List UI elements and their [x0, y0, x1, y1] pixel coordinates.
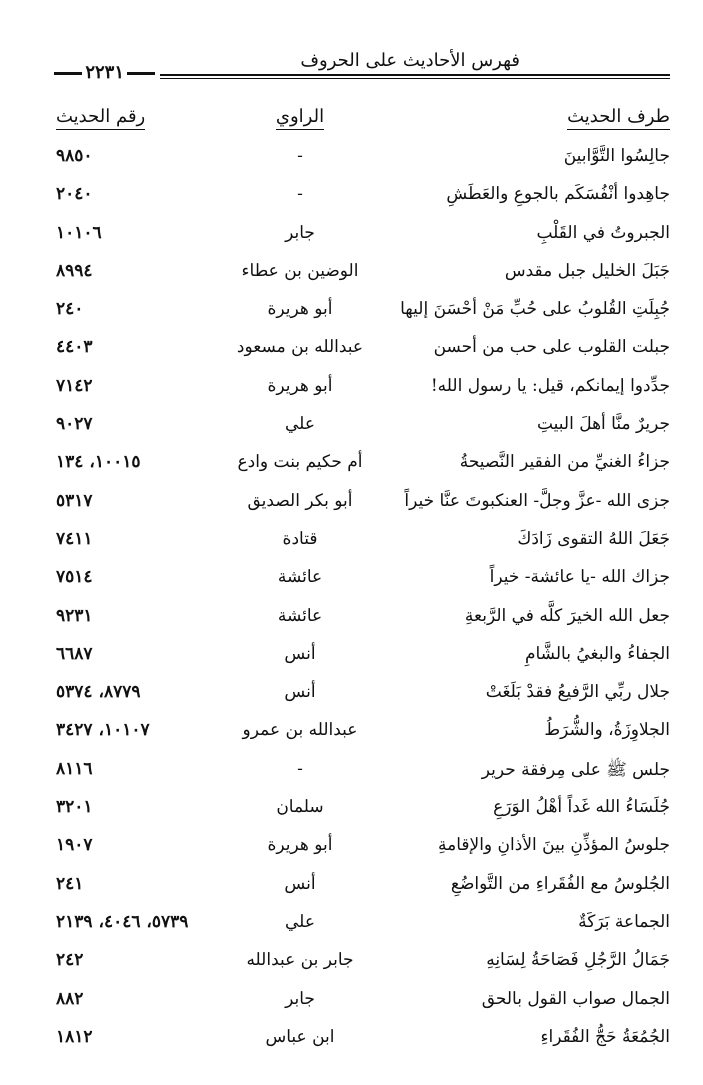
narrator-name: عائشة [277, 567, 323, 588]
hadith-text: الجمال صواب القول بالحق [481, 988, 670, 1009]
narrator-name: أنس [284, 682, 316, 703]
hadith-number: ٢٤٠ [56, 299, 84, 320]
hadith-text: جبلت القلوب على حب من أحسن [433, 337, 670, 358]
hadith-text: الجفاءُ والبغيُ بالشَّامِ [524, 643, 670, 664]
hadith-number: ١٨١٢ [56, 1026, 93, 1047]
hadith-text: جدِّدوا إيمانكم، قيل: يا رسول الله! [430, 375, 670, 396]
table-row [50, 408, 670, 446]
hadith-number: ٤٤٠٣ [56, 337, 93, 358]
hadith-number: ٧٥١٤ [56, 567, 93, 588]
narrator-name: أم حكيم بنت وادع [237, 452, 363, 473]
table-row [50, 1021, 670, 1059]
table-row [50, 561, 670, 599]
hadith-number: ٨٨٢ [56, 988, 84, 1009]
hadith-text: الجلاوِزَةُ، والشُّرَطُ [544, 720, 670, 741]
column-header-hadith: طرف الحديث [567, 106, 670, 130]
page-number-text: ٢٢٣١ [85, 62, 124, 83]
narrator-name: قتادة [282, 528, 318, 549]
hadith-text: الجُلوسُ مع الفُقَراءِ من التَّواضُعِ [450, 873, 670, 894]
table-row [50, 868, 670, 906]
page-header [50, 46, 670, 86]
page-number [50, 62, 158, 83]
hadith-text: جريرٌ منَّا أهلَ البيتِ [536, 414, 670, 435]
table-row [50, 906, 670, 944]
table-row [50, 944, 670, 982]
hadith-text: جلال ربِّي الرَّفيعُ فقدْ بَلَغَتْ [485, 682, 670, 703]
header-rule [160, 74, 670, 76]
table-row [50, 676, 670, 714]
hadith-text: جزى الله -عزَّ وجلَّ- العنكبوتَ عنَّا خيراً [404, 490, 670, 511]
column-header-number: رقم الحديث [56, 106, 145, 130]
table-row [50, 293, 670, 331]
hadith-text: جُلَسَاءُ الله غَداً أهْلُ الوَرَعِ [493, 797, 670, 818]
narrator-name: عائشة [277, 605, 323, 626]
table-row [50, 600, 670, 638]
table-row [50, 446, 670, 484]
hadith-text: جُبِلَتِ القُلوبُ على حُبِّ مَنْ أحْسَنَ إليها [400, 299, 670, 320]
narrator-name: أبو هريرة [267, 299, 333, 320]
hadith-number: ١٩٠٧ [56, 835, 93, 856]
narrator-name: عبدالله بن مسعود [236, 337, 364, 358]
narrator-name: علي [285, 911, 315, 932]
hadith-number: ٥٧٣٩، ٤٠٤٦، ٢١٣٩ [56, 911, 189, 932]
hadith-number: ٩٠٢٧ [56, 414, 93, 435]
hadith-text: جَبَلَ الخليل جبل مقدس [504, 260, 670, 281]
hadith-number: ٦٦٨٧ [56, 643, 93, 664]
hadith-text: جزاك الله -يا عائشة- خيراً [489, 567, 670, 588]
hadith-number: ١٠٠١٥، ١٣٤ [56, 452, 141, 473]
table-row [50, 829, 670, 867]
hadith-number: ٢٤٢ [56, 950, 84, 971]
table-row [50, 791, 670, 829]
hadith-number: ١٠١٠٦ [56, 222, 102, 243]
column-header-narrator-label: الراوي [276, 106, 324, 130]
hadith-number: ٨١١٦ [56, 758, 93, 779]
table-row [50, 331, 670, 369]
narrator-name: الوضين بن عطاء [241, 260, 359, 281]
table-row [50, 523, 670, 561]
hadith-number: ٩٢٣١ [56, 605, 93, 626]
hadith-text: جاهِدوا أنْفُسَكَم بالجوعِ والعَطَشِ [446, 184, 670, 205]
narrator-name: سلمان [276, 797, 324, 818]
hadith-number: ٥٣١٧ [56, 490, 93, 511]
hadith-text: جلوسُ المؤذِّنِ بينَ الأذانِ والإقامةِ [437, 835, 670, 856]
narrator-name: علي [285, 414, 315, 435]
hadith-number: ٧٤١١ [56, 528, 93, 549]
hadith-text: جعل الله الخيرَ كلَّه في الرَّبعةِ [464, 605, 670, 626]
hadith-number: ٩٨٥٠ [56, 146, 93, 166]
table-row [50, 485, 670, 523]
hadith-text: جزاءُ الغنيِّ من الفقير النَّصيحةُ [459, 452, 670, 473]
hadith-text: جَعَلَ اللهُ التقوى زَادَكَ [517, 528, 670, 549]
narrator-name: أبو بكر الصديق [247, 490, 353, 511]
table-row [50, 370, 670, 408]
narrator-name: ابن عباس [265, 1026, 335, 1047]
hadith-text: الجماعة بَرَكَةٌ [578, 911, 670, 932]
hadith-number: ٢٤١ [56, 873, 84, 894]
narrator-name: جابر [285, 988, 315, 1009]
hadith-text: جَمَالُ الرَّجُلِ فَصَاحَةُ لِسَانِهِ [486, 950, 670, 971]
narrator-name: - [297, 146, 303, 166]
running-title: فهرس الأحاديث على الحروف [300, 50, 520, 71]
table-row [50, 217, 670, 255]
hadith-text: جالِسُوا التَّوَّابينَ [563, 146, 670, 166]
hadith-index-table [50, 140, 670, 1059]
narrator-name: جابر بن عبدالله [246, 950, 354, 971]
table-row [50, 983, 670, 1021]
hadith-number: ٨٩٩٤ [56, 260, 93, 281]
table-row [50, 753, 670, 791]
table-row [50, 714, 670, 752]
narrator-name: أبو هريرة [267, 375, 333, 396]
hadith-number: ٨٧٧٩، ٥٣٧٤ [56, 682, 141, 703]
table-row [50, 140, 670, 178]
column-header-narrator [245, 106, 355, 129]
hadith-number: ٢٠٤٠ [56, 184, 93, 205]
table-row [50, 638, 670, 676]
narrator-name: - [297, 758, 303, 779]
column-headers [50, 100, 670, 136]
hadith-number: ٣٢٠١ [56, 797, 93, 818]
narrator-name: أبو هريرة [267, 835, 333, 856]
narrator-name: أنس [284, 873, 316, 894]
narrator-name: جابر [285, 222, 315, 243]
table-row [50, 255, 670, 293]
table-row [50, 178, 670, 216]
hadith-text: جلس ﷺ على مِرفقة حرير [481, 759, 670, 780]
hadith-text: الجبروتُ في القَلْبِ [536, 222, 670, 243]
hadith-number: ١٠١٠٧، ٣٤٢٧ [56, 720, 150, 741]
narrator-name: أنس [284, 643, 316, 664]
hadith-text: الجُمُعَةُ حَجُّ الفُقَراءِ [540, 1026, 670, 1047]
hadith-number: ٧١٤٢ [56, 375, 93, 396]
narrator-name: - [297, 184, 303, 205]
narrator-name: عبدالله بن عمرو [242, 720, 358, 741]
